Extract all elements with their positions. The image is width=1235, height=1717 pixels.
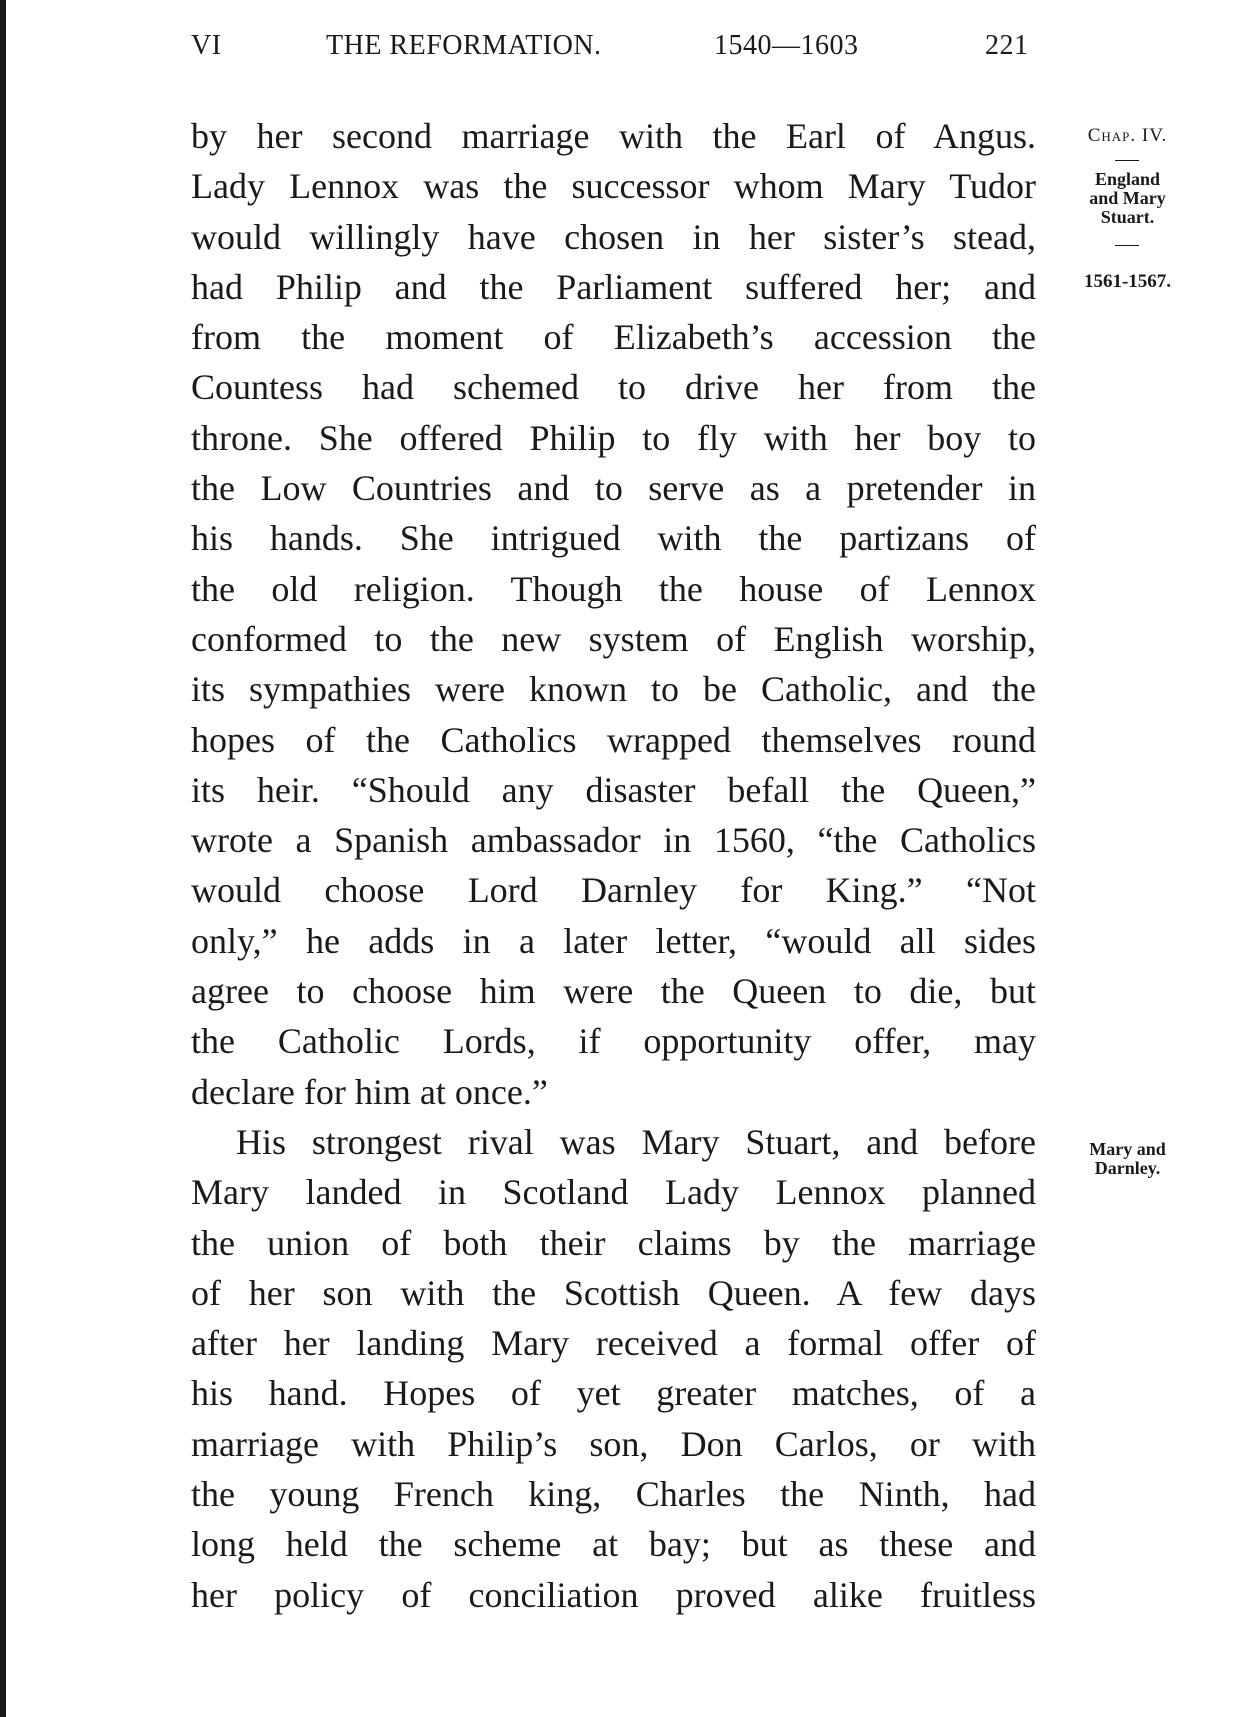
text-line: the old religion. Though the house of Lennox bbox=[191, 568, 1036, 609]
text-line: of her son with the Scottish Queen. A few days bbox=[191, 1272, 1036, 1313]
margin-note-topic-line: Stuart. bbox=[1100, 207, 1155, 227]
text-line: marriage with Philip’s son, Don Carlos, or with bbox=[191, 1423, 1036, 1464]
margin-note-topic-line: Darnley. bbox=[1094, 1158, 1161, 1178]
text-line: by her second marriage with the Earl of Angus. bbox=[191, 116, 1036, 156]
text-line: Countess had schemed to drive her from the bbox=[191, 367, 1036, 408]
text-line: her policy of conciliation proved alike fruitless bbox=[191, 1574, 1036, 1615]
margin-note-topic bbox=[1060, 170, 1195, 227]
margin-note-chapter: Chap. IV. bbox=[1087, 125, 1168, 146]
text-line: would choose Lord Darnley for King.” “Not bbox=[191, 870, 1036, 911]
margin-note-years: 1561-1567. bbox=[1083, 271, 1172, 292]
text-line: Lady Lennox was the successor whom Mary Tudor bbox=[191, 166, 1036, 207]
text-line: the young French king, Charles the Ninth, had bbox=[191, 1474, 1036, 1515]
page-binding-edge bbox=[0, 0, 6, 1717]
text-line: Mary landed in Scotland Lady Lennox planned bbox=[191, 1172, 1036, 1213]
margin-note-topic-line: England bbox=[1094, 169, 1161, 189]
running-head-chapter: VI bbox=[191, 30, 222, 61]
text-line: from the moment of Elizabeth’s accession the bbox=[191, 317, 1036, 358]
margin-note-topic bbox=[1060, 1140, 1195, 1178]
text-line: agree to choose him were the Queen to die, but bbox=[191, 971, 1036, 1012]
text-line: after her landing Mary received a formal offer of bbox=[191, 1323, 1036, 1364]
running-head-years: 1540—1603 bbox=[714, 30, 859, 61]
text-line: long held the scheme at bay; but as these and bbox=[191, 1524, 1036, 1565]
text-line: wrote a Spanish ambassador in 1560, “the Catholics bbox=[191, 820, 1036, 861]
text-line: his hands. She intrigued with the partizans of bbox=[191, 518, 1036, 559]
text-line: only,” he adds in a later letter, “would all sides bbox=[191, 920, 1036, 961]
text-line: had Philip and the Parliament suffered her; and bbox=[191, 266, 1036, 307]
text-line: would willingly have chosen in her sister’s stead, bbox=[191, 216, 1036, 257]
running-head bbox=[0, 30, 1235, 70]
body-text bbox=[191, 111, 1036, 1620]
text-line: hopes of the Catholics wrapped themselves round bbox=[191, 719, 1036, 760]
text-line: conformed to the new system of English worship, bbox=[191, 618, 1036, 659]
text-line: throne. She offered Philip to fly with her boy to bbox=[191, 417, 1036, 458]
page-number: 221 bbox=[985, 30, 1029, 61]
margin-note-topic-line: and Mary bbox=[1089, 188, 1166, 208]
text-line: its heir. “Should any disaster befall the Queen,” bbox=[191, 769, 1036, 810]
text-line: his hand. Hopes of yet greater matches, of a bbox=[191, 1373, 1036, 1414]
text-line: the Catholic Lords, if opportunity offer, may bbox=[191, 1021, 1036, 1062]
text-line: the union of both their claims by the marriage bbox=[191, 1222, 1036, 1263]
text-line: the Low Countries and to serve as a pretender in bbox=[191, 468, 1036, 509]
margin-note-divider bbox=[1115, 160, 1139, 161]
text-line-paragraph-start: His strongest rival was Mary Stuart, and before bbox=[236, 1121, 1036, 1162]
running-head-title: THE REFORMATION. bbox=[326, 30, 602, 61]
margin-note-divider bbox=[1115, 245, 1139, 246]
text-line: its sympathies were known to be Catholic, and the bbox=[191, 669, 1036, 710]
text-line-paragraph-end: declare for him at once.” bbox=[191, 1071, 548, 1112]
margin-note-topic-line: Mary and bbox=[1089, 1139, 1166, 1159]
